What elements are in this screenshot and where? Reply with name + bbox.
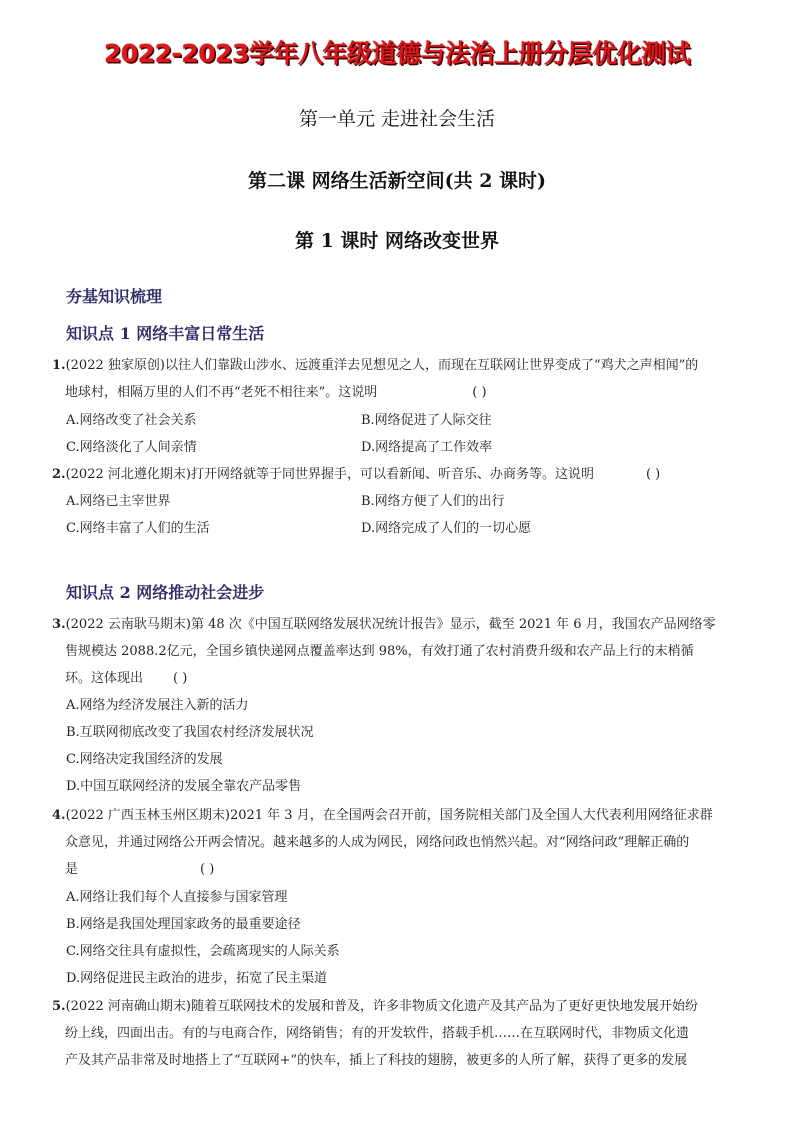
question-2: 2.(2022 河北遵化期末)打开网络就等于同世界握手，可以看新闻、听音乐、办商务等。这说明 ( ) <box>52 461 752 488</box>
question-1-options <box>66 407 756 461</box>
section-basic-heading: 夯基知识梳理 <box>66 287 163 306</box>
question-number: 3. <box>52 617 66 632</box>
option-c: C.网络丰富了人们的生活 <box>66 521 210 536</box>
section-point1-heading: 知识点 1 网络丰富日常生活 <box>66 324 265 343</box>
option-b: B.互联网彻底改变了我国农村经济发展状况 <box>66 725 314 740</box>
question-number: 4. <box>52 808 66 823</box>
question-3-options <box>66 692 756 800</box>
option-b: B.网络是我国处理国家政务的最重要途径 <box>66 917 301 932</box>
option-d: D.网络完成了人们的一切心愿 <box>361 521 532 536</box>
unit-title: 第一单元 走进社会生活 <box>298 108 496 130</box>
period-title: 第 1 课时 网络改变世界 <box>294 230 500 252</box>
question-2-options <box>66 488 756 542</box>
answer-paren: ( ) <box>645 467 661 482</box>
option-d: D.网络提高了工作效率 <box>361 440 493 455</box>
question-4-options <box>66 884 756 992</box>
question-5: 5.(2022 河南确山期末)随着互联网技术的发展和普及，许多非物质文化遗产及其产品为了更好更快地发展开始纷 纷上线，四面出击。有的与电商合作，网络销售；有的开发软件，搭载手机……在互联网时代，非物质文化遗 产及其产品非常及时地搭上了“互联网+”的快车，插上了科技的翅膀，被更多的人所了解，获得了更多的发展 <box>52 999 698 1068</box>
question-number: 1. <box>52 358 66 373</box>
option-a: A.网络已主宰世界 <box>66 494 171 509</box>
main-title: 2022-2023学年八年级道德与法治上册分层优化测试 <box>103 39 691 68</box>
lesson-title: 第二课 网络生活新空间(共 2 课时) <box>247 170 547 192</box>
option-a: A.网络让我们每个人直接参与国家管理 <box>66 890 288 905</box>
option-d: D.网络促进民主政治的进步，拓宽了民主渠道 <box>66 971 328 986</box>
question-1: 1.(2022 独家原创)以往人们靠跋山涉水、远渡重洋去见想见之人，而现在互联网让世界变成了“鸡犬之声相闻”的 地球村，相隔万里的人们不再“老死不相往来”。这说明 ( ) <box>52 352 752 406</box>
option-a: A.网络改变了社会关系 <box>66 413 197 428</box>
question-3: 3.(2022 云南耿马期末)第 48 次《中国互联网络发展状况统计报告》显示，截至 2021 年 6 月，我国农产品网络零 售规模达 2088.2亿元，全国乡镇快递网点覆盖率达到 98%，有效打通了农村消费升级和农产品上行的末梢循 环。这体现出 ( ) <box>52 611 752 692</box>
section-point2-heading: 知识点 2 网络推动社会进步 <box>66 583 265 602</box>
question-4: 4.(2022 广西玉林玉州区期末)2021 年 3 月，在全国两会召开前，国务院相关部门及全国人大代表利用网络征求群 众意见，并通过网络公开两会情况。越来越多的人成为网民，网络问政也悄然兴起。对“网络问政”理解正确的 是 ( ) <box>52 802 752 883</box>
option-b: B.网络促进了人际交往 <box>361 413 492 428</box>
answer-paren: ( ) <box>200 862 215 877</box>
option-c: C.网络淡化了人间亲情 <box>66 440 197 455</box>
option-c: C.网络交往具有虚拟性，会疏离现实的人际关系 <box>66 944 340 959</box>
question-number: 5. <box>52 999 66 1014</box>
answer-paren: ( ) <box>173 671 188 686</box>
answer-paren: ( ) <box>472 385 487 400</box>
question-number: 2. <box>52 467 66 482</box>
option-d: D.中国互联网经济的发展全靠农产品零售 <box>66 779 302 794</box>
option-c: C.网络决定我国经济的发展 <box>66 752 223 767</box>
option-b: B.网络方便了人们的出行 <box>361 494 505 509</box>
option-a: A.网络为经济发展注入新的活力 <box>66 698 249 713</box>
